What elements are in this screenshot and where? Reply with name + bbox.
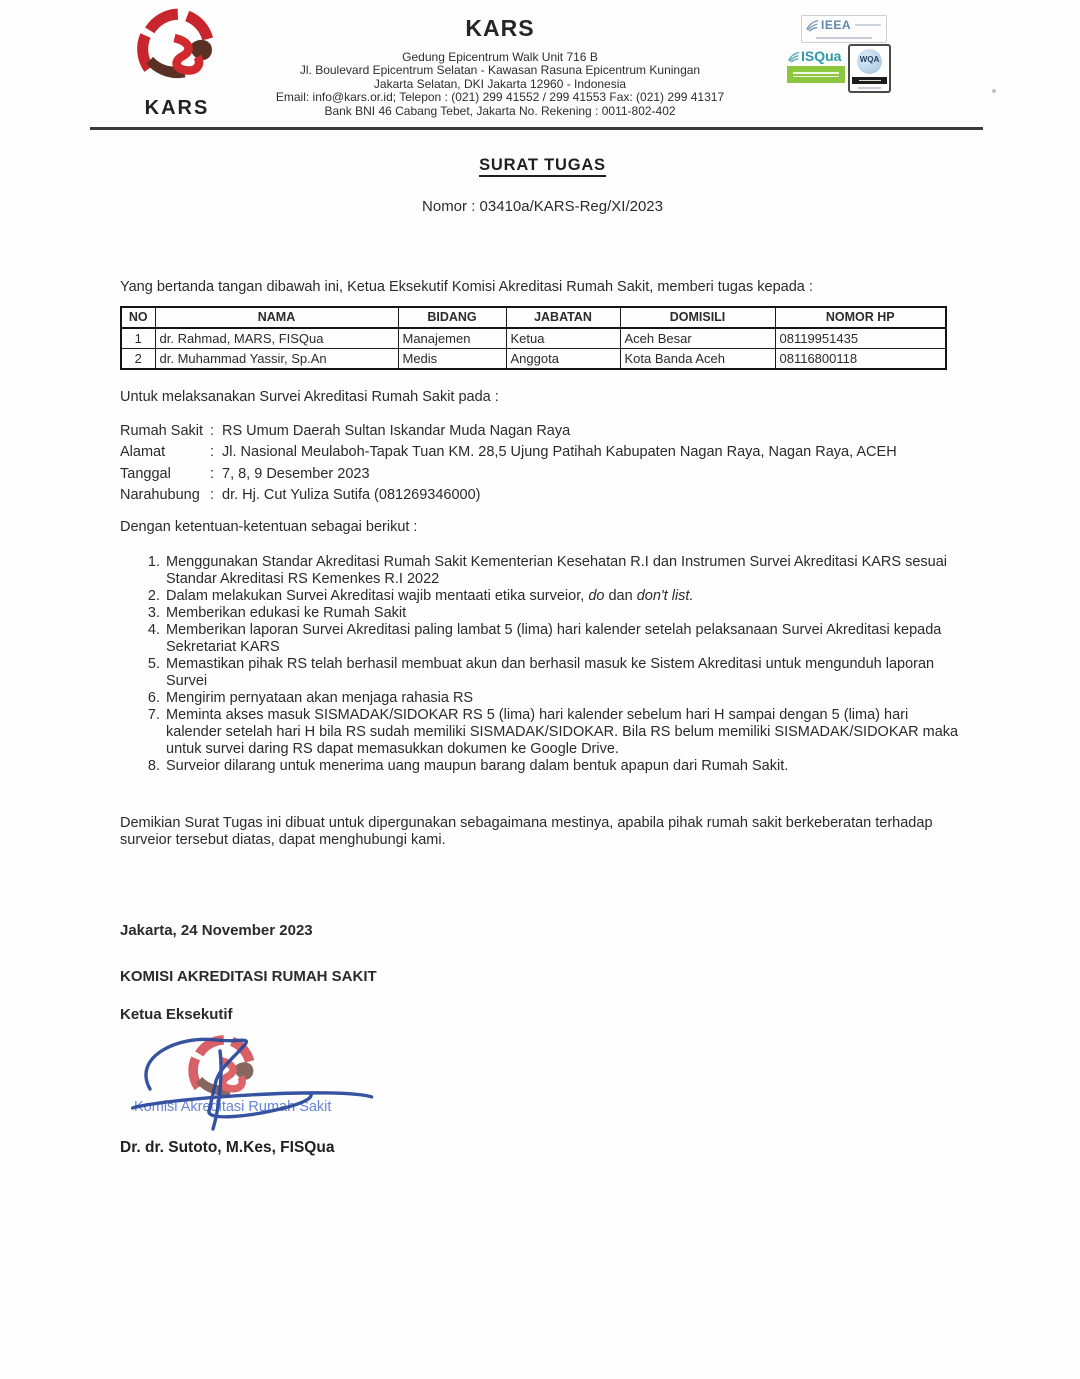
col-header-nama: NAMA xyxy=(155,307,398,328)
letterhead-divider xyxy=(90,127,983,130)
field-tanggal xyxy=(120,464,965,485)
ieea-badge-label: IEEA xyxy=(821,18,852,32)
address-line: Email: info@kars.or.id; Telepon : (021) 299 41552 / 299 41553 Fax: (021) 299 41317 xyxy=(275,90,725,105)
cell-nomor-hp: 08119951435 xyxy=(775,328,946,349)
wqa-fine-print xyxy=(858,87,881,89)
term-item: 7. Meminta akses masuk SISMADAK/SIDOKAR RS 5 (lima) hari kalender sebelum hari H sampai dengan 5 (lima) hari kalender setelah hari H bila RS sudah memiliki SISMADAK/SIDOKAR. Bila RS belum memiliki SISMADAK/SIDOKAR maka untuk survei daring RS dapat memasukkan dokumen ke Google Drive. xyxy=(164,707,965,758)
isqua-green-banner xyxy=(787,66,845,83)
wqa-badge-label: WQA xyxy=(859,55,880,64)
term-item: 6. Mengirim pernyataan akan menjaga rahasia RS xyxy=(164,690,965,707)
ieea-fine-print xyxy=(816,37,872,39)
field-label: Narahubung xyxy=(120,486,200,503)
field-colon: : xyxy=(210,465,215,482)
col-header-no: NO xyxy=(121,307,155,328)
field-label: Rumah Sakit xyxy=(120,423,204,439)
isqua-accreditation-badge xyxy=(787,48,847,83)
field-value: 7, 8, 9 Desember 2023 xyxy=(222,465,370,482)
field-rumah-sakit xyxy=(120,421,965,442)
terms-intro: Dengan ketentuan-ketentuan sebagai berikut : xyxy=(120,519,418,536)
address-line: Jakarta Selatan, DKI Jakarta 12960 - Indonesia xyxy=(373,76,627,91)
kars-logo-caption: KARS xyxy=(144,97,210,119)
cell-domisili: Kota Banda Aceh xyxy=(620,349,775,370)
term-text: Dalam melakukan Survei Akreditasi wajib mentaati etika surveior, xyxy=(166,588,589,605)
cell-bidang: Medis xyxy=(398,349,506,370)
org-address xyxy=(235,51,765,118)
isqua-wing-icon xyxy=(787,50,800,63)
ieea-accreditation-badge xyxy=(801,15,887,43)
opening-paragraph: Yang bertanda tangan dibawah ini, Ketua Eksekutif Komisi Akreditasi Rumah Sakit, memberi tugas kepada : xyxy=(120,279,813,295)
wqa-black-banner xyxy=(852,77,887,84)
org-acronym: KARS xyxy=(465,15,535,41)
assignment-details xyxy=(120,421,965,506)
surveyors-table xyxy=(120,306,947,370)
ieea-wing-icon xyxy=(805,18,819,32)
field-colon: : xyxy=(210,444,215,461)
term-item: 3. Memberikan edukasi ke Rumah Sakit xyxy=(164,605,965,622)
isqua-badge-label: ISQua xyxy=(801,48,842,64)
field-value: RS Umum Daerah Sultan Iskandar Muda Nagan Raya xyxy=(222,423,571,439)
signer-name: Dr. dr. Sutoto, M.Kes, FISQua xyxy=(120,1139,335,1157)
kars-logo-block xyxy=(114,4,240,120)
table-row xyxy=(121,349,946,370)
field-value: dr. Hj. Cut Yuliza Sutifa (081269346000) xyxy=(222,486,481,503)
letter-body xyxy=(120,157,965,1156)
field-label: Tanggal xyxy=(120,465,171,482)
signature-place-date: Jakarta, 24 November 2023 xyxy=(120,922,313,940)
term-italic: do xyxy=(588,588,605,605)
cell-no: 1 xyxy=(121,328,155,349)
term-item: 4. Memberikan laporan Survei Akreditasi paling lambat 5 (lima) hari kalender setelah pelaksanaan Survei Akreditasi kepada Sekretariat KARS xyxy=(164,622,965,656)
field-colon: : xyxy=(210,423,215,439)
field-label: Alamat xyxy=(120,444,166,461)
address-line: Gedung Epicentrum Walk Unit 716 B xyxy=(402,50,598,64)
field-narahubung xyxy=(120,485,965,506)
cell-nomor-hp: 08116800118 xyxy=(775,349,946,370)
address-line: Jl. Boulevard Epicentrum Selatan - Kawasan Rasuna Epicentrum Kuningan xyxy=(299,63,701,78)
signature-role: Ketua Eksekutif xyxy=(120,1006,233,1024)
ieea-fine-print xyxy=(855,24,881,26)
col-header-nomor-hp: NOMOR HP xyxy=(775,307,946,328)
wqa-certification-badge xyxy=(848,44,891,93)
col-header-domisili: DOMISILI xyxy=(620,307,775,328)
field-alamat xyxy=(120,442,965,463)
cell-jabatan: Anggota xyxy=(506,349,620,370)
signature-area xyxy=(120,1031,440,1131)
document-number: Nomor : 03410a/KARS-Reg/XI/2023 xyxy=(422,198,663,215)
table-header-row xyxy=(121,307,946,328)
term-item: 1. Menggunakan Standar Akreditasi Rumah Sakit Kementerian Kesehatan R.I dan Instrumen Survei Akreditasi KARS sesuai Standar Akreditasi RS Kemenkes R.I 2022 xyxy=(164,554,965,588)
assignment-intro: Untuk melaksanakan Survei Akreditasi Rumah Sakit pada : xyxy=(120,389,499,405)
kars-logo-icon xyxy=(125,4,229,96)
field-value: Jl. Nasional Meulaboh-Tapak Tuan KM. 28,5 Ujung Patihah Kabupaten Nagan Raya, Nagan Raya, ACEH xyxy=(222,444,897,461)
col-header-jabatan: JABATAN xyxy=(506,307,620,328)
handwritten-signature xyxy=(120,1031,420,1131)
term-item: 5. Memastikan pihak RS telah berhasil membuat akun dan berhasil masuk ke Sistem Akreditasi untuk mengunduh laporan Survei xyxy=(164,656,965,690)
terms-list xyxy=(120,554,965,775)
address-line: Bank BNI 46 Cabang Tebet, Jakarta No. Rekening : 0011-802-402 xyxy=(324,103,676,118)
term-item xyxy=(164,588,965,605)
term-text: dan xyxy=(604,588,637,605)
cell-bidang: Manajemen xyxy=(398,328,506,349)
cell-domisili: Aceh Besar xyxy=(620,328,775,349)
col-header-bidang: BIDANG xyxy=(398,307,506,328)
document-title: SURAT TUGAS xyxy=(479,157,606,177)
table-row xyxy=(121,328,946,349)
cell-nama: dr. Rahmad, MARS, FISQua xyxy=(155,328,398,349)
term-item: 8. Surveior dilarang untuk menerima uang maupun barang dalam bentuk apapun dari Rumah Sakit. xyxy=(164,758,965,775)
letterhead-center xyxy=(235,15,765,118)
scan-artifact xyxy=(992,89,996,93)
cell-no: 2 xyxy=(121,349,155,370)
cell-nama: dr. Muhammad Yassir, Sp.An xyxy=(155,349,398,370)
signature-organization: KOMISI AKREDITASI RUMAH SAKIT xyxy=(120,968,377,986)
cell-jabatan: Ketua xyxy=(506,328,620,349)
closing-paragraph: Demikian Surat Tugas ini dibuat untuk dipergunakan sebagaimana mestinya, apabila pihak rumah sakit berkeberatan terhadap surveior tersebut diatas, dapat menghubungi kami. xyxy=(120,815,933,849)
field-colon: : xyxy=(210,486,215,503)
stamp-text: Komisi Akreditasi Rumah Sakit xyxy=(134,1099,332,1116)
term-italic: don't list. xyxy=(636,588,694,605)
